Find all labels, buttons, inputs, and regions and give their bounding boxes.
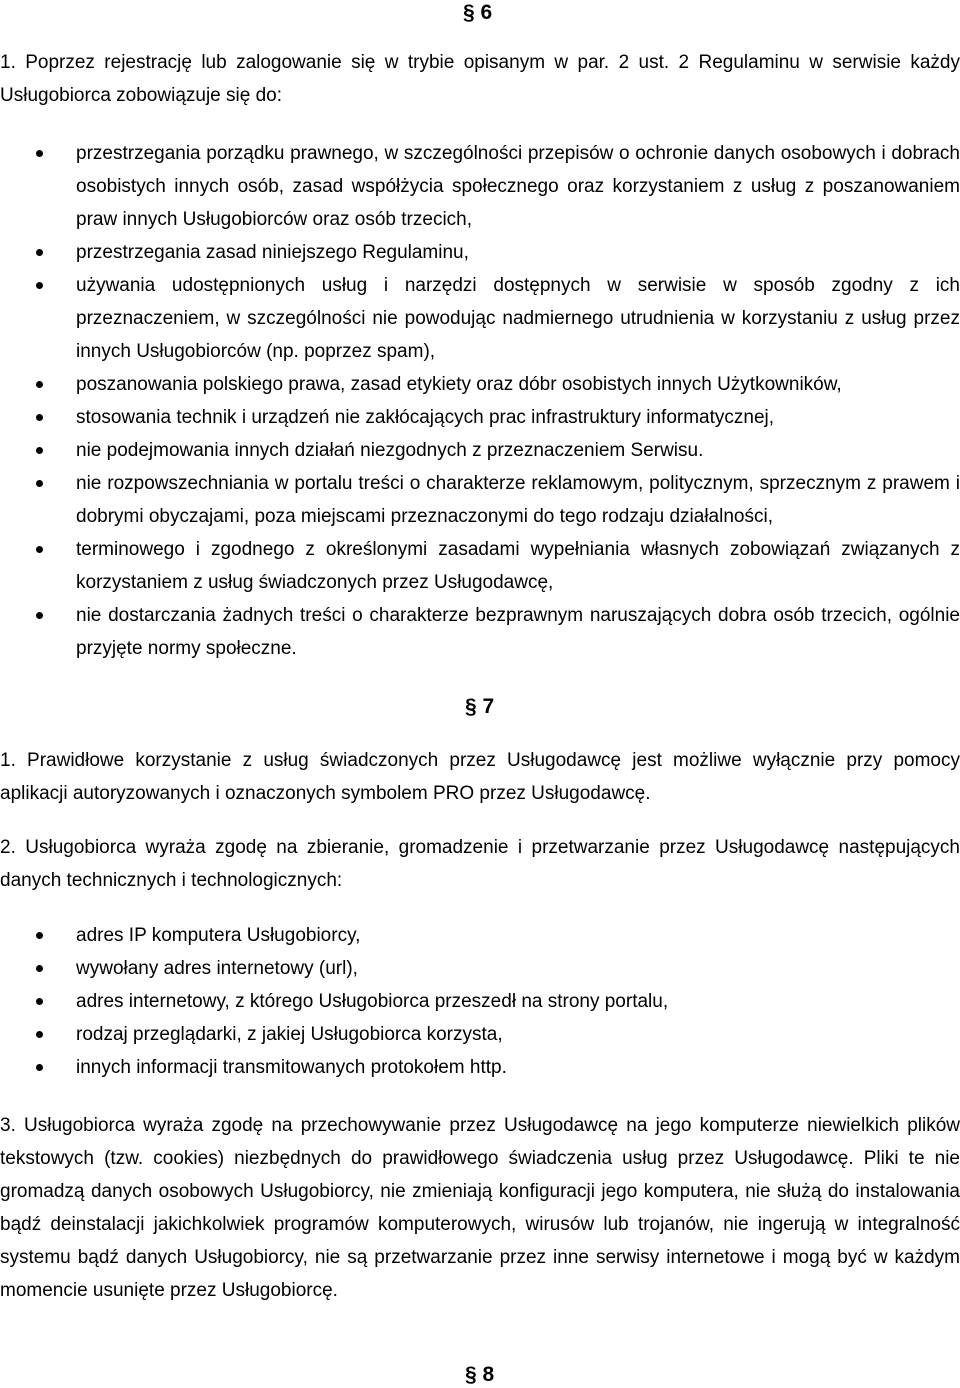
list-item: adres internetowy, z którego Usługobiorca przeszedł na strony portalu,: [0, 985, 960, 1018]
bullet-icon: [36, 150, 43, 157]
bullet-icon: [36, 447, 43, 454]
section-8-heading: § 8: [465, 1363, 495, 1386]
list-item: terminowego i zgodnego z określonymi zasadami wypełniania własnych zobowiązań związanych z korzystaniem z usług świadczonych przez Usługodawcę,: [0, 533, 960, 599]
bullet-icon: [36, 932, 43, 939]
section-7-paragraph-3: 3. Usługobiorca wyraża zgodę na przechowywanie przez Usługodawcę na jego komputerze niewielkich plików tekstowych (tzw. cookies) niezbędnych do prawidłowego świadczenia usług przez Usługodawcę. Pliki te nie gromadzą danych osobowych Usługobiorcy, nie zmieniają konfiguracji jego komputera, nie służą do instalowania bądź deinstalacji jakichkolwiek programów komputerowych, wirusów lub trojanów, nie ingerują w integralność systemu bądź danych Usługobiorcy, nie są przetwarzanie przez inne serwisy internetowe i mogą być w każdym momencie usunięte przez Usługobiorcę.: [0, 1115, 960, 1301]
bullet-icon: [36, 1031, 43, 1038]
list-item: poszanowania polskiego prawa, zasad etykiety oraz dóbr osobistych innych Użytkowników,: [0, 368, 960, 401]
section-7-technical-data-list: [0, 919, 960, 1084]
bullet-icon: [36, 282, 43, 289]
list-item: innych informacji transmitowanych protokołem http.: [0, 1051, 960, 1084]
section-7-paragraph-1: 1. Prawidłowe korzystanie z usług świadczonych przez Usługodawcę jest możliwe wyłącznie przy pomocy aplikacji autoryzowanych i oznaczonych symbolem PRO przez Usługodawcę.: [0, 750, 960, 804]
bullet-icon: [36, 612, 43, 619]
list-item: adres IP komputera Usługobiorcy,: [0, 919, 960, 952]
list-item: przestrzegania porządku prawnego, w szczególności przepisów o ochronie danych osobowych i dobrach osobistych innych osób, zasad współżycia społecznego oraz korzystaniem z usług z poszanowaniem praw innych Usługobiorców oraz osób trzecich,: [0, 137, 960, 236]
bullet-icon: [36, 249, 43, 256]
list-item: przestrzegania zasad niniejszego Regulaminu,: [0, 236, 960, 269]
section-7-heading: § 7: [465, 695, 495, 718]
bullet-icon: [36, 546, 43, 553]
bullet-icon: [36, 480, 43, 487]
list-item: nie dostarczania żadnych treści o charakterze bezprawnym naruszających dobra osób trzecich, ogólnie przyjęte normy społeczne.: [0, 599, 960, 665]
bullet-icon: [36, 414, 43, 421]
list-item: nie rozpowszechniania w portalu treści o charakterze reklamowym, politycznym, sprzecznym z prawem i dobrymi obyczajami, poza miejscami przeznaczonymi do tego rodzaju działalności,: [0, 467, 960, 533]
list-item: rodzaj przeglądarki, z jakiej Usługobiorca korzysta,: [0, 1018, 960, 1051]
bullet-icon: [36, 965, 43, 972]
bullet-icon: [36, 381, 43, 388]
list-item: stosowania technik i urządzeń nie zakłócających prac infrastruktury informatycznej,: [0, 401, 960, 434]
bullet-icon: [36, 998, 43, 1005]
list-item: używania udostępnionych usług i narzędzi dostępnych w serwisie w sposób zgodny z ich przeznaczeniem, w szczególności nie powodując nadmiernego utrudnienia w korzystaniu z usług przez innych Usługobiorców (np. poprzez spam),: [0, 269, 960, 368]
section-6-intro: 1. Poprzez rejestrację lub zalogowanie się w trybie opisanym w par. 2 ust. 2 Regulaminu w serwisie każdy Usługobiorca zobowiązuje się do:: [0, 52, 960, 106]
section-7-paragraph-2: 2. Usługobiorca wyraża zgodę na zbieranie, gromadzenie i przetwarzanie przez Usługodawcę następujących danych technicznych i technologicznych:: [0, 837, 960, 891]
list-item: wywołany adres internetowy (url),: [0, 952, 960, 985]
list-item: nie podejmowania innych działań niezgodnych z przeznaczeniem Serwisu.: [0, 434, 960, 467]
bullet-icon: [36, 1064, 43, 1071]
section-6-heading: § 6: [463, 1, 493, 24]
section-6-obligations-list: [0, 137, 960, 665]
